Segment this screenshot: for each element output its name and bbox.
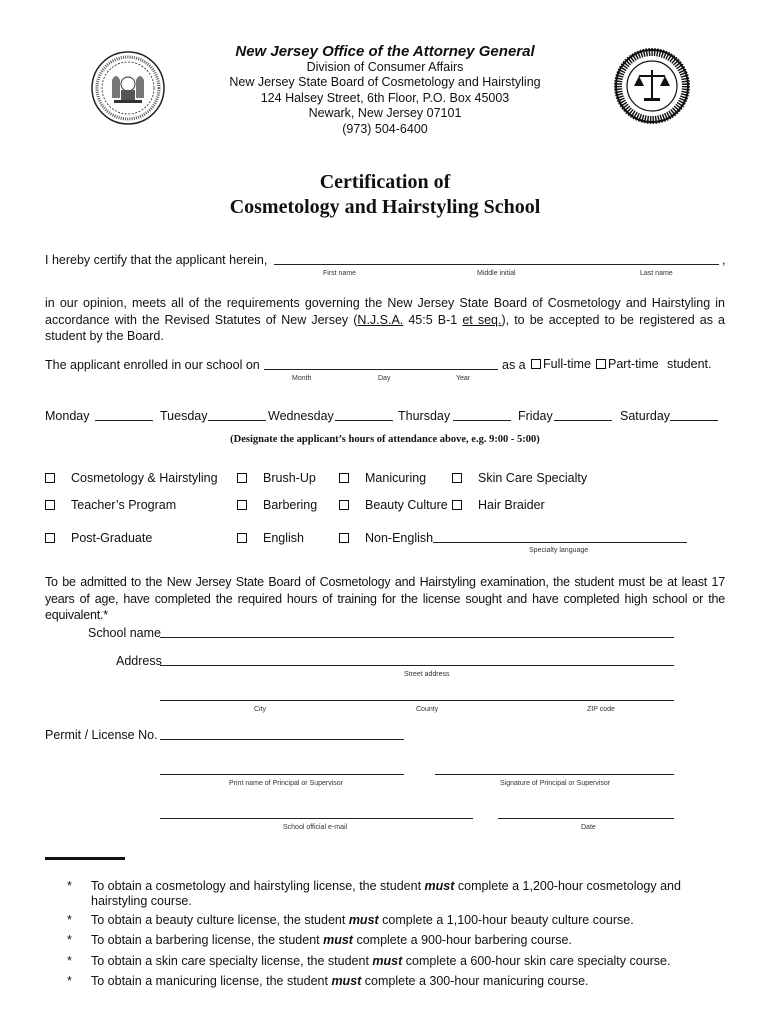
tuesday-hours-field[interactable] — [208, 420, 266, 421]
saturday-hours-field[interactable] — [670, 420, 718, 421]
header-board: New Jersey State Board of Cosmetology and Hairstyling — [229, 75, 541, 89]
cosmetology-checkbox[interactable] — [45, 473, 55, 483]
postgrad-option[interactable] — [45, 531, 152, 545]
footnote-3-text-a: To obtain a barbering license, the student — [91, 933, 324, 947]
footnote-3 — [91, 933, 711, 948]
et-seq-text: et seq. — [462, 312, 502, 327]
manicuring-option[interactable] — [339, 471, 426, 485]
first-name-label: First name — [323, 270, 357, 277]
applicant-name-field[interactable] — [274, 264, 719, 265]
saturday-label: Saturday — [620, 409, 671, 423]
zip-label: ZIP code — [587, 706, 615, 713]
footnote-2 — [91, 913, 711, 928]
street-address-field[interactable] — [160, 665, 674, 666]
header-division: Division of Consumer Affairs — [306, 59, 464, 74]
day-label: Day — [378, 375, 391, 382]
permit-number-field[interactable] — [160, 739, 404, 740]
county-label: County — [416, 706, 439, 713]
footnote-2-text-b: complete a 1,100-hour beauty culture course. — [378, 913, 634, 927]
year-label: Year — [456, 375, 471, 382]
teacher-label: Teacher’s Program — [71, 498, 177, 512]
last-name-label: Last name — [640, 270, 673, 277]
postgrad-checkbox[interactable] — [45, 533, 55, 543]
date-label: Date — [581, 824, 596, 831]
agency-title: New Jersey Office of the Attorney General — [235, 43, 535, 60]
tuesday-label: Tuesday — [160, 409, 208, 423]
date-field[interactable] — [498, 818, 674, 819]
beauty-culture-checkbox[interactable] — [339, 500, 349, 510]
footnote-5-must: must — [331, 974, 362, 988]
footnote-2-text-a: To obtain a beauty culture license, the student — [91, 913, 349, 927]
certify-lead: I hereby certify that the applicant herein, — [45, 253, 268, 267]
school-name-label: School name — [88, 626, 161, 640]
skincare-option[interactable] — [452, 471, 587, 485]
footnote-5 — [91, 974, 711, 989]
opinion-paragraph — [45, 295, 725, 345]
permit-label: Permit / License No. — [45, 728, 158, 742]
header-phone: (973) 504-6400 — [342, 121, 428, 136]
cosmetology-option[interactable] — [45, 471, 218, 485]
friday-label: Friday — [518, 409, 553, 423]
wednesday-hours-field[interactable] — [335, 420, 393, 421]
footnote-1-text-a: To obtain a cosmetology and hairstyling license, the student — [91, 879, 425, 893]
opinion-text-3: ), to be accepted to be registered as a student by the Board. — [45, 312, 725, 343]
footnote-5-text-a: To obtain a manicuring license, the student — [91, 974, 332, 988]
footnote-star-5: * — [67, 974, 72, 988]
non-english-label: Non-English — [365, 531, 434, 545]
english-label: English — [263, 531, 304, 545]
manicuring-checkbox[interactable] — [339, 473, 349, 483]
principal-signature-field[interactable] — [435, 774, 674, 775]
footnote-1-text-b: complete a 1,200-hour cosmetology and — [454, 879, 681, 893]
specialty-language-field[interactable] — [433, 542, 687, 543]
header-city: Newark, New Jersey 07101 — [308, 106, 462, 120]
school-email-field[interactable] — [160, 818, 473, 819]
hair-braider-label: Hair Braider — [478, 498, 545, 512]
specialty-language-label: Specialty language — [529, 547, 589, 554]
footnote-4 — [91, 954, 711, 969]
student-text: student. — [667, 357, 712, 371]
full-time-label: Full-time — [543, 357, 591, 371]
certify-comma: , — [722, 253, 726, 267]
beauty-culture-label: Beauty Culture — [365, 498, 448, 512]
non-english-option[interactable] — [339, 531, 433, 545]
footnote-4-must: must — [372, 954, 403, 968]
title-line2: Cosmetology and Hairstyling School — [229, 196, 541, 218]
city-label: City — [254, 706, 267, 713]
njsa-text: N.J.S.A. — [357, 312, 404, 327]
opinion-text-2: 45:5 B-1 — [403, 312, 463, 327]
english-checkbox[interactable] — [237, 533, 247, 543]
title-line1: Certification of — [319, 171, 451, 193]
manicuring-label: Manicuring — [365, 471, 427, 485]
beauty-culture-option[interactable] — [339, 498, 448, 512]
full-time-checkbox[interactable] — [531, 359, 541, 369]
principal-name-field[interactable] — [160, 774, 404, 775]
footnote-divider — [45, 857, 125, 860]
footnote-5-text-b: complete a 300-hour manicuring course. — [361, 974, 589, 988]
non-english-checkbox[interactable] — [339, 533, 349, 543]
street-address-label: Street address — [404, 671, 450, 678]
part-time-checkbox[interactable] — [596, 359, 606, 369]
friday-hours-field[interactable] — [554, 420, 612, 421]
hair-braider-checkbox[interactable] — [452, 500, 462, 510]
hours-note: (Designate the applicant’s hours of attendance above, e.g. 9:00 - 5:00) — [230, 434, 540, 445]
footnote-3-must: must — [323, 933, 353, 947]
header-street: 124 Halsey Street, 6th Floor, P.O. Box 45003 — [260, 90, 510, 105]
footnote-4-text-b: complete a 600-hour skin care specialty course. — [402, 954, 671, 968]
signature-label: Signature of Principal or Supervisor — [500, 780, 611, 787]
opinion-text-1: in our opinion, meets all of the requirements governing the New Jersey State Board of Cosmetology and Hairstyling in accordance with the Revised Statutes of New Jersey ( — [45, 296, 725, 327]
footnote-star-1: * — [67, 879, 72, 893]
footnote-4-text-a: To obtain a skin care specialty license, the student — [91, 954, 373, 968]
document-title — [0, 170, 770, 220]
enrolled-lead: The applicant enrolled in our school on — [45, 358, 260, 372]
part-time-label: Part-time — [608, 357, 659, 371]
address-label: Address — [116, 654, 162, 668]
agency-header — [0, 44, 770, 137]
enrollment-date-field[interactable] — [264, 369, 498, 370]
teacher-checkbox[interactable] — [45, 500, 55, 510]
barbering-label: Barbering — [263, 498, 318, 512]
footnote-1-must: must — [424, 879, 455, 893]
school-email-label: School official e-mail — [283, 824, 348, 831]
middle-initial-label: Middle initial — [477, 270, 516, 277]
teacher-option[interactable] — [45, 498, 176, 512]
full-time-option[interactable] — [531, 357, 591, 371]
part-time-option[interactable] — [596, 357, 659, 371]
footnote-star-3: * — [67, 933, 72, 947]
monday-hours-field[interactable] — [95, 420, 153, 421]
footnote-star-2: * — [67, 913, 72, 927]
brushup-label: Brush-Up — [263, 471, 316, 485]
footnote-1 — [91, 879, 691, 909]
school-name-field[interactable] — [160, 637, 674, 638]
english-option[interactable] — [237, 531, 304, 545]
cosmetology-label: Cosmetology & Hairstyling — [71, 471, 218, 485]
postgrad-label: Post-Graduate — [71, 531, 153, 545]
thursday-label: Thursday — [398, 409, 451, 423]
brushup-option[interactable] — [237, 471, 316, 485]
footnote-1-text-c: hairstyling course. — [91, 894, 192, 908]
footnote-2-must: must — [348, 913, 379, 927]
barbering-checkbox[interactable] — [237, 500, 247, 510]
wednesday-label: Wednesday — [268, 409, 334, 423]
city-county-zip-field[interactable] — [160, 700, 674, 701]
footnote-star-4: * — [67, 954, 72, 968]
month-label: Month — [292, 375, 312, 382]
footnote-3-text-b: complete a 900-hour barbering course. — [352, 933, 572, 947]
as-a-text: as a — [502, 358, 526, 372]
brushup-checkbox[interactable] — [237, 473, 247, 483]
thursday-hours-field[interactable] — [453, 420, 511, 421]
skincare-label: Skin Care Specialty — [478, 471, 588, 485]
monday-label: Monday — [45, 409, 90, 423]
barbering-option[interactable] — [237, 498, 317, 512]
skincare-checkbox[interactable] — [452, 473, 462, 483]
print-name-label: Print name of Principal or Supervisor — [229, 780, 343, 787]
admission-paragraph: To be admitted to the New Jersey State Board of Cosmetology and Hairstyling examination, the student must be at least 17 years of age, have completed the required hours of training for the license sought and have completed high school or the equivalent.* — [45, 575, 725, 622]
hair-braider-option[interactable] — [452, 498, 545, 512]
